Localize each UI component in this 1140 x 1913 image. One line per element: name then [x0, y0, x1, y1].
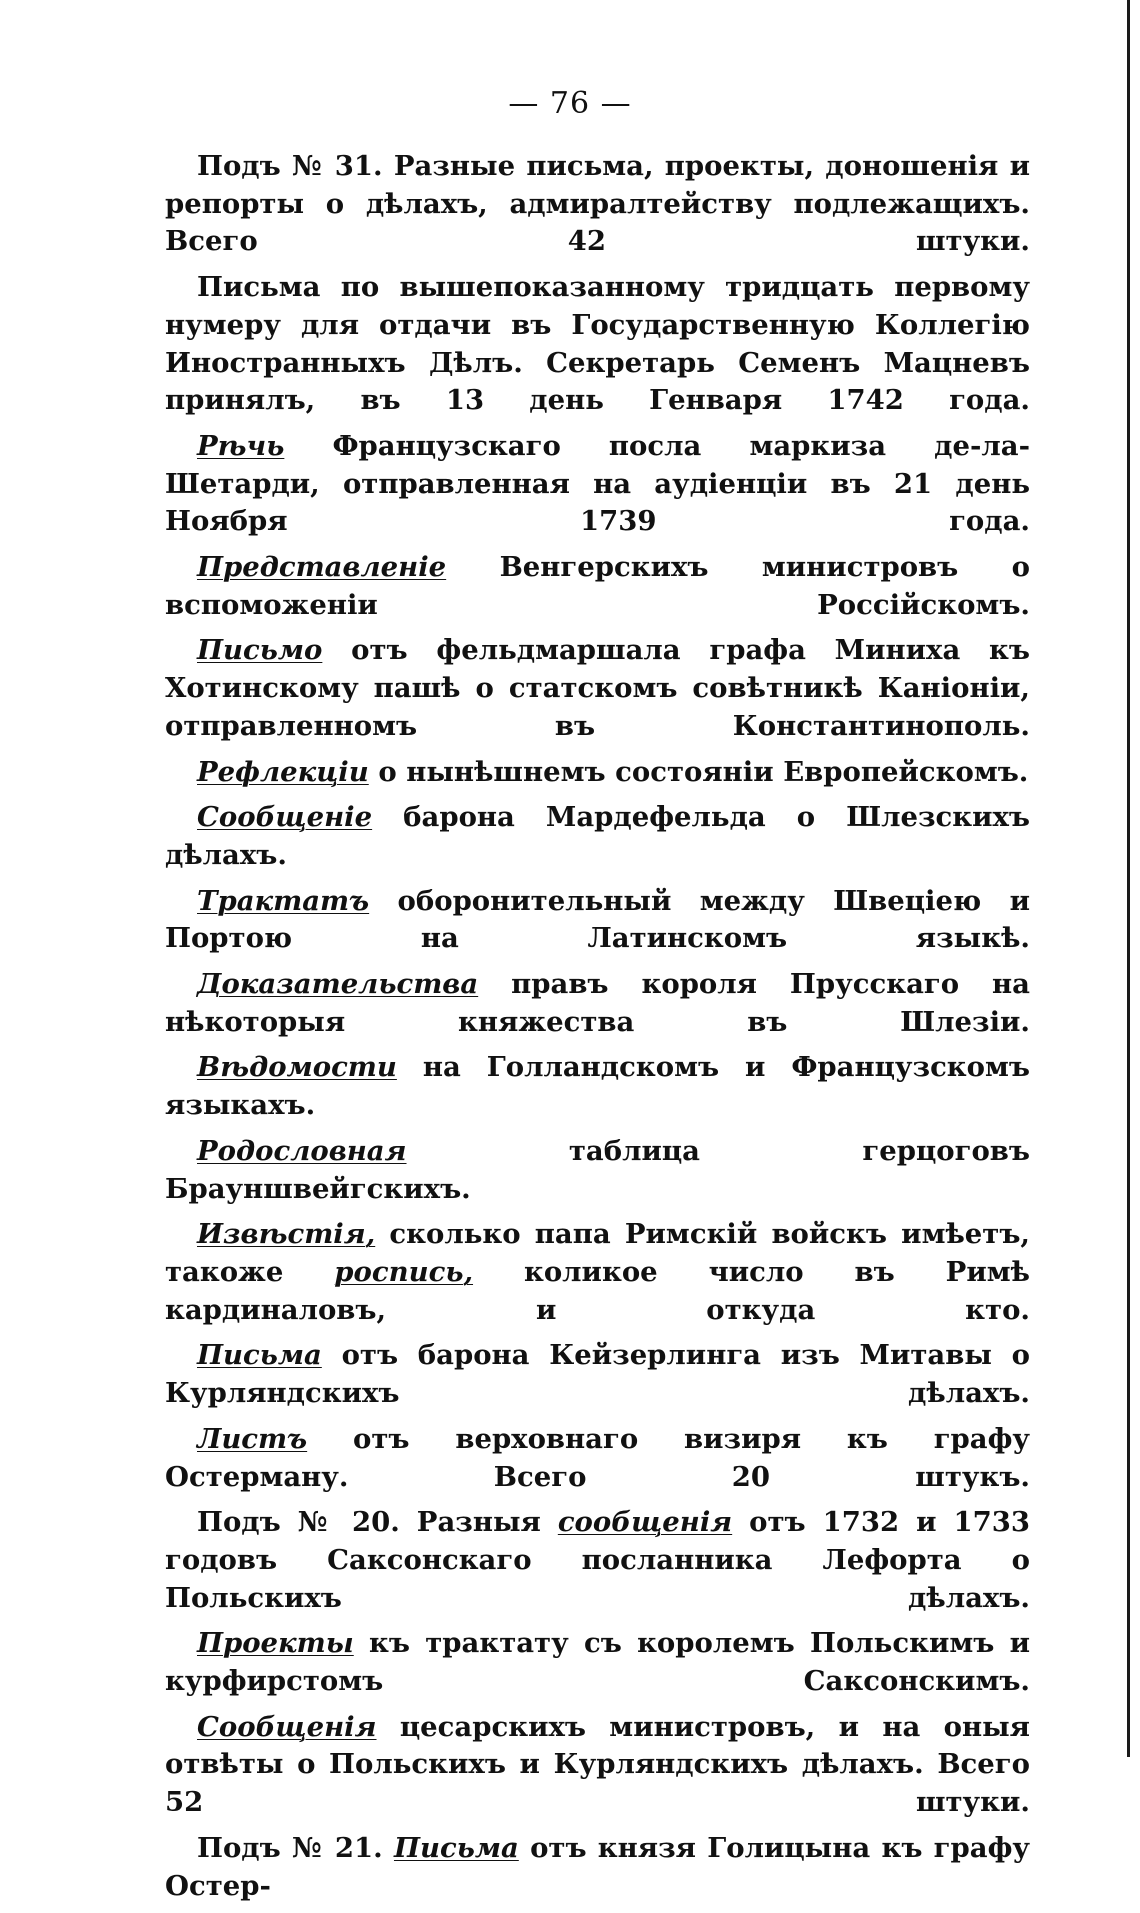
paragraph-10: [165, 1049, 1030, 1124]
paragraph-text-2: отъ князя Голицына къ графу Остер-: [165, 1831, 1030, 1902]
paragraph-keyword: Трактатъ: [197, 884, 370, 917]
paragraph-text: барона Мардефельда о Шлезскихъ дѣлахъ.: [165, 801, 1030, 871]
paragraph-17: [165, 1709, 1030, 1822]
paragraph-text: отъ фельдмаршала графа Миниха къ Хотинскому пашѣ о статскомъ совѣтникѣ Каніоніи, отправленномъ въ Константинополь.: [165, 634, 1030, 742]
paragraph-1: [165, 148, 1030, 261]
paragraph-text: о нынѣшнемъ состояніи Европейскомъ.: [368, 755, 1029, 788]
paragraph-keyword: Представленіе: [197, 551, 447, 584]
paragraph-12: [165, 1216, 1030, 1329]
paragraph-keyword: Сообщеніе: [197, 801, 373, 834]
paragraph-keyword: Извѣстія,: [197, 1218, 376, 1251]
paragraph-text: цесарскихъ министровъ, и на оныя отвѣты о Польскихъ и Курляндскихъ дѣлахъ. Всего 52 штуки.: [165, 1710, 1030, 1819]
paragraph-3: [165, 428, 1030, 541]
page-edge-line: [1127, 0, 1130, 1757]
paragraph-text: сколько папа Римскій войскъ имѣетъ, такоже: [165, 1218, 1030, 1288]
paragraph-4: [165, 549, 1030, 624]
paragraph-18: [165, 1830, 1030, 1905]
paragraph-text: отъ барона Кейзерлинга изъ Митавы о Курляндскихъ дѣлахъ.: [165, 1339, 1030, 1410]
paragraph-text: Подъ № 31. Разные письма, проекты, доношенія и репорты о дѣлахъ, адмиралтейству подлежащихъ. Всего 42 штуки.: [165, 150, 1030, 258]
paragraph-text: таблица герцоговъ Брауншвейгскихъ.: [165, 1134, 1030, 1205]
paragraph-6: [165, 754, 1030, 792]
paragraph-keyword: Проекты: [197, 1627, 354, 1660]
paragraph-16: [165, 1625, 1030, 1700]
paragraph-9: [165, 966, 1030, 1041]
paragraph-text: Письма по вышепоказанному тридцать первому нумеру для отдачи въ Государственную Коллегію Иностранныхъ Дѣлъ. Секретарь Семенъ Мацневъ принялъ, въ 13 день Генваря 1742 года.: [165, 271, 1030, 417]
paragraph-2: [165, 269, 1030, 420]
paragraph-keyword: Доказательства: [197, 968, 479, 1001]
paragraph-text-2: коликое число въ Римѣ кардиналовъ, и откуда кто.: [165, 1255, 1030, 1326]
paragraph-text: Венгерскихъ министровъ о вспоможеніи Россійскомъ.: [165, 551, 1030, 621]
paragraph-keyword-2: сообщенія: [557, 1506, 733, 1539]
paragraph-14: [165, 1421, 1030, 1496]
paragraph-7: [165, 799, 1030, 874]
paragraph-text: на Голландскомъ и Французскомъ языкахъ.: [165, 1051, 1030, 1122]
paragraph-text: Подъ № 20. Разныя: [197, 1506, 558, 1539]
paragraph-text: къ трактату съ королемъ Польскимъ и курфирстомъ Саксонскимъ.: [165, 1627, 1030, 1698]
paragraph-15: [165, 1504, 1030, 1617]
paragraph-13: [165, 1337, 1030, 1412]
paragraph-keyword: Сообщенія: [197, 1710, 377, 1743]
paragraph-keyword: Письма: [197, 1339, 322, 1372]
paragraph-text: оборонительный между Швеціею и Портою на Латинскомъ языкѣ.: [165, 884, 1030, 955]
paragraph-text: Подъ № 21.: [197, 1831, 394, 1864]
body-text: [165, 148, 1030, 1913]
paragraph-text: правъ короля Прусскаго на нѣкоторыя княжества въ Шлезіи.: [165, 968, 1030, 1038]
paragraph-11: [165, 1133, 1030, 1208]
paragraph-keyword: Рѣчь: [197, 429, 285, 462]
paragraph-keyword-2: Письма: [393, 1831, 519, 1864]
page-number: — 76 —: [508, 86, 632, 121]
paragraph-keyword: Письмо: [197, 634, 323, 667]
paragraph-keyword: Рефлекціи: [197, 755, 369, 788]
paragraph-text-2: отъ 1732 и 1733 годовъ Саксонскаго посланника Лефорта о Польскихъ дѣлахъ.: [165, 1506, 1031, 1614]
paragraph-keyword: Вѣдомости: [197, 1051, 397, 1084]
paragraph-text: Французскаго посла маркиза де-ла-Шетарди, отправленная на аудіенціи въ 21 день Ноября 1739 года.: [165, 429, 1030, 538]
paragraph-text: отъ верховнаго визиря къ графу Остерману. Всего 20 штукъ.: [165, 1422, 1030, 1493]
paragraph-keyword: Родословная: [197, 1134, 407, 1167]
paragraph-keyword-2: роспись,: [334, 1255, 474, 1288]
paragraph-5: [165, 632, 1030, 745]
paragraph-8: [165, 883, 1030, 958]
paragraph-keyword: Листъ: [197, 1422, 308, 1455]
